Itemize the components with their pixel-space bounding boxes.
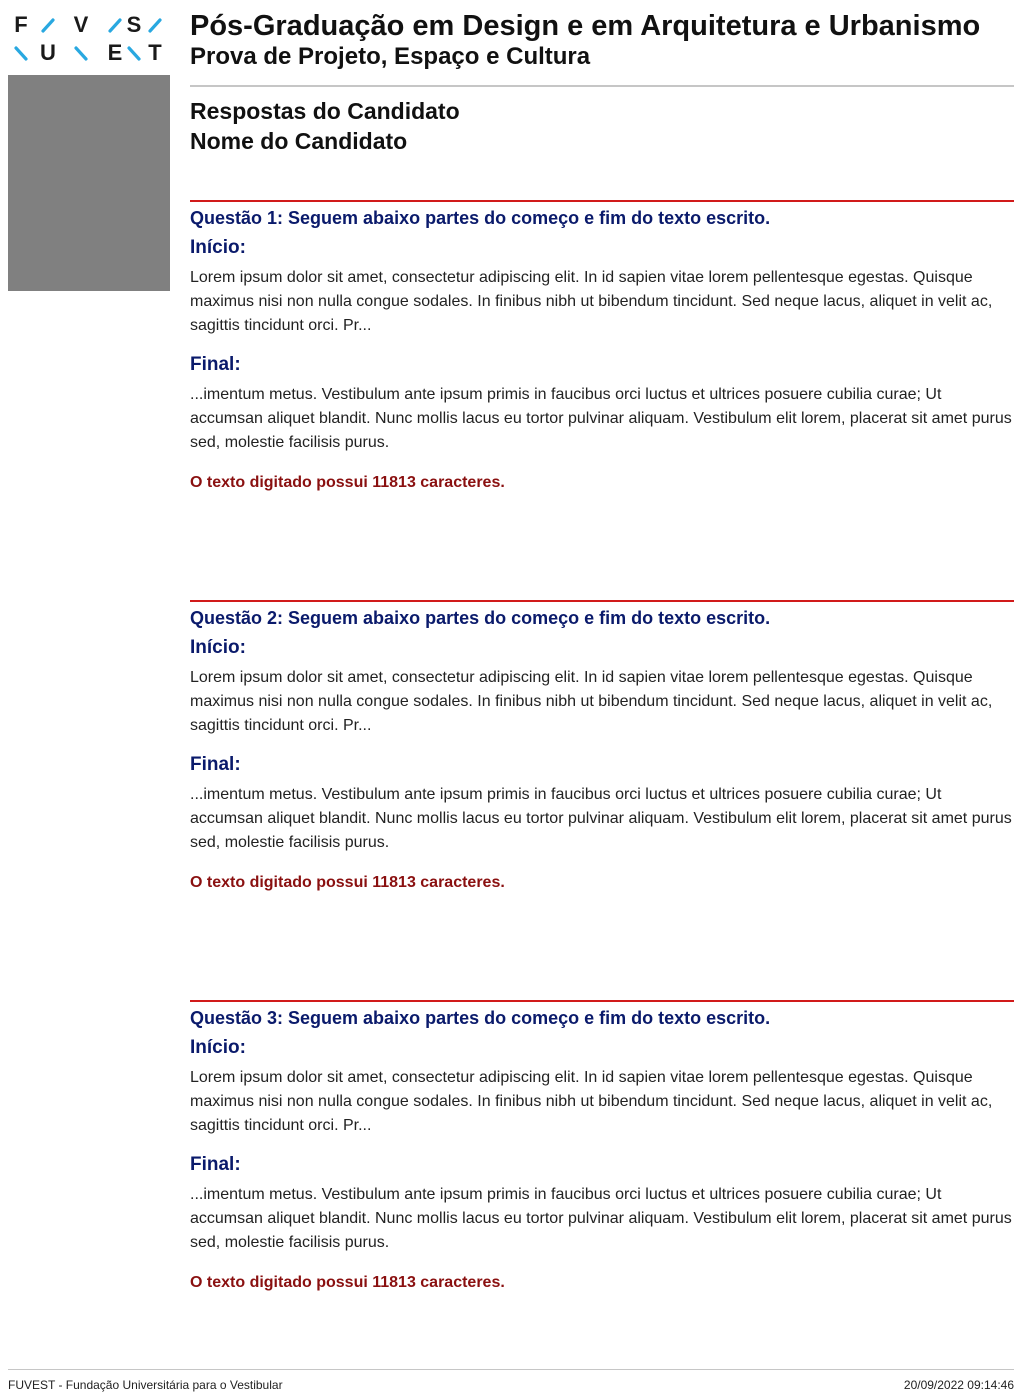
logo-row-top xyxy=(12,14,164,36)
start-text: Lorem ipsum dolor sit amet, consectetur adipiscing elit. In id sapien vitae lorem pellentesque egestas. Quisque maximus nisi non nulla congue sodales. In finibus nibh ut bibendum tincidunt. Sed neque lacus, aliquet in velit ac, sagittis tincidunt orci. Pr... xyxy=(190,669,993,734)
logo-slash-mark xyxy=(146,14,164,36)
footer-organization: FUVEST - Fundação Universitária para o Vestibular xyxy=(8,1378,283,1392)
logo-letter: F xyxy=(14,12,28,37)
end-label: Final: xyxy=(190,754,241,775)
question-heading: Questão 2: Seguem abaixo partes do começo e fim do texto escrito. xyxy=(190,608,771,628)
question-heading: Questão 3: Seguem abaixo partes do começo e fim do texto escrito. xyxy=(190,1008,771,1028)
character-count: O texto digitado possui 11813 caracteres. xyxy=(190,1274,505,1291)
logo-letter: T xyxy=(148,40,162,65)
page-header xyxy=(190,10,1014,72)
question-section xyxy=(190,1000,1014,1294)
logo-backslash-mark xyxy=(125,42,143,64)
page-subtitle: Prova de Projeto, Espaço e Cultura xyxy=(190,43,591,70)
character-count: O texto digitado possui 11813 caracteres. xyxy=(190,474,505,491)
start-label: Início: xyxy=(190,1037,246,1058)
logo-letter: E xyxy=(107,40,123,65)
end-label: Final: xyxy=(190,354,241,375)
start-text: Lorem ipsum dolor sit amet, consectetur adipiscing elit. In id sapien vitae lorem pellentesque egestas. Quisque maximus nisi non nulla congue sodales. In finibus nibh ut bibendum tincidunt. Sed neque lacus, aliquet in velit ac, sagittis tincidunt orci. Pr... xyxy=(190,1069,993,1134)
end-text: ...imentum metus. Vestibulum ante ipsum primis in faucibus orci luctus et ultrices posuere cubilia curae; Ut accumsan aliquet blandit. Nunc mollis lacus eu tortor pulvinar aliquam. Vestibulum elit lorem, placerat sit amet purus sed, molestie facilisis purus. xyxy=(190,386,1012,451)
logo-slash-mark xyxy=(106,14,124,36)
logo-backslash-mark xyxy=(12,42,30,64)
logo-row-bottom xyxy=(12,42,164,64)
candidate-name: Nome do Candidato xyxy=(190,128,408,154)
question-section xyxy=(190,600,1014,894)
footer-divider xyxy=(8,1369,1014,1370)
logo-slash-mark xyxy=(39,14,57,36)
character-count: O texto digitado possui 11813 caracteres. xyxy=(190,874,505,891)
fuvest-logo xyxy=(12,14,164,66)
end-label: Final: xyxy=(190,1154,241,1175)
candidate-block xyxy=(190,96,1014,156)
logo-letter: V xyxy=(73,12,89,37)
footer-timestamp: 20/09/2022 09:14:46 xyxy=(903,1378,1014,1392)
logo-letter: S xyxy=(126,12,142,37)
logo-letter: U xyxy=(40,40,56,65)
end-text: ...imentum metus. Vestibulum ante ipsum primis in faucibus orci luctus et ultrices posuere cubilia curae; Ut accumsan aliquet blandit. Nunc mollis lacus eu tortor pulvinar aliquam. Vestibulum elit lorem, placerat sit amet purus sed, molestie facilisis purus. xyxy=(190,1186,1012,1251)
question-heading: Questão 1: Seguem abaixo partes do começo e fim do texto escrito. xyxy=(190,208,771,228)
start-label: Início: xyxy=(190,237,246,258)
start-text: Lorem ipsum dolor sit amet, consectetur adipiscing elit. In id sapien vitae lorem pellentesque egestas. Quisque maximus nisi non nulla congue sodales. In finibus nibh ut bibendum tincidunt. Sed neque lacus, aliquet in velit ac, sagittis tincidunt orci. Pr... xyxy=(190,269,993,334)
logo-backslash-mark xyxy=(72,42,90,64)
start-label: Início: xyxy=(190,637,246,658)
end-text: ...imentum metus. Vestibulum ante ipsum primis in faucibus orci luctus et ultrices posuere cubilia curae; Ut accumsan aliquet blandit. Nunc mollis lacus eu tortor pulvinar aliquam. Vestibulum elit lorem, placerat sit amet purus sed, molestie facilisis purus. xyxy=(190,786,1012,851)
page-title: Pós-Graduação em Design e em Arquitetura e Urbanismo xyxy=(190,10,981,42)
question-section xyxy=(190,200,1014,494)
candidate-photo xyxy=(8,75,170,291)
header-divider xyxy=(190,85,1014,87)
candidate-heading: Respostas do Candidato xyxy=(190,98,460,124)
